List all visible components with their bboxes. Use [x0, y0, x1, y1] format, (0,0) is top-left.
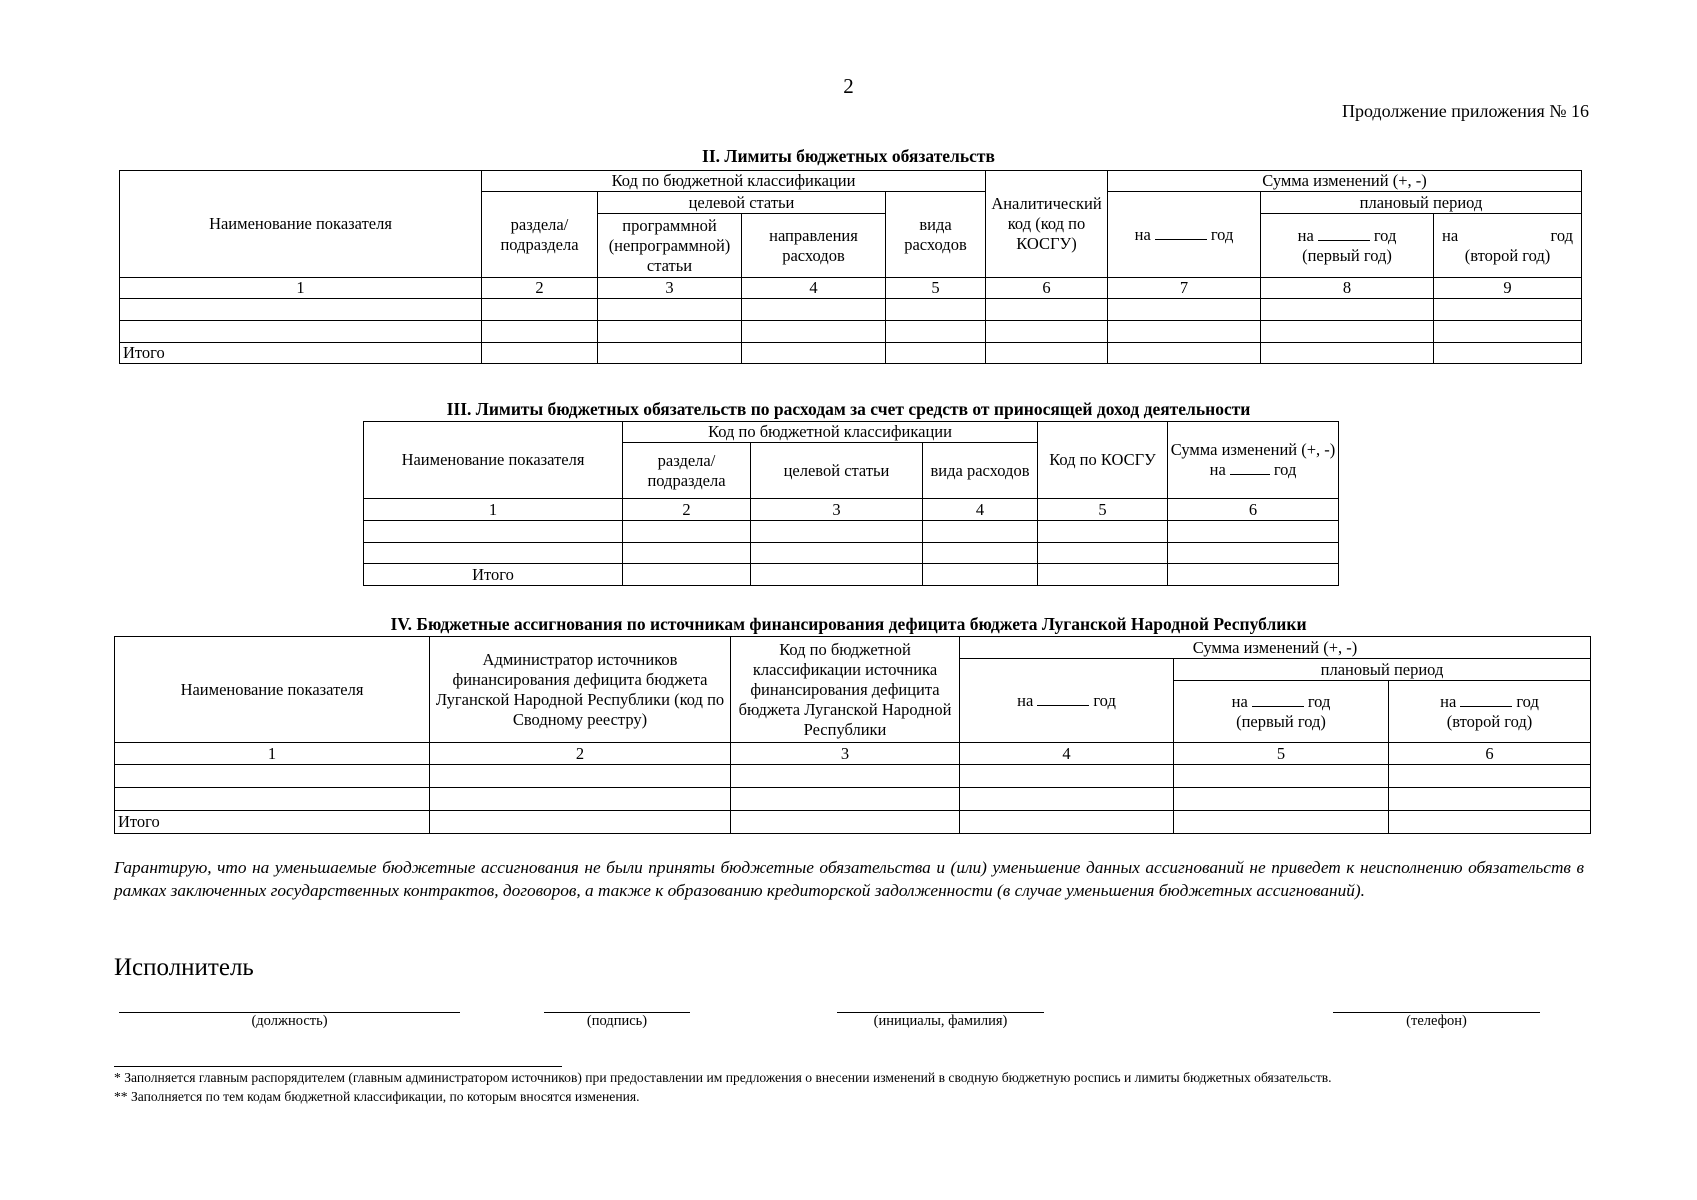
s4-col-number: 3	[731, 743, 960, 765]
table-cell[interactable]	[886, 321, 986, 343]
phone-caption: (телефон)	[1406, 1013, 1467, 1029]
s2-col-number: 8	[1261, 278, 1434, 299]
s4-col-number: 5	[1174, 743, 1389, 765]
s3-col-number: 6	[1168, 499, 1339, 521]
s4-col-number: 4	[960, 743, 1174, 765]
table-cell[interactable]	[1168, 543, 1339, 564]
s4-header-current-year: на год	[960, 659, 1174, 743]
s2-header-current-year: на год	[1108, 192, 1261, 278]
total-row	[120, 343, 1582, 364]
s2-col-number: 2	[482, 278, 598, 299]
table-cell[interactable]	[623, 564, 751, 586]
table-cell[interactable]	[1108, 343, 1261, 364]
total-label: Итого	[364, 564, 623, 586]
table-cell[interactable]	[1434, 343, 1582, 364]
table-cell[interactable]	[1174, 765, 1389, 788]
total-row	[115, 811, 1591, 834]
table-cell[interactable]	[1038, 543, 1168, 564]
table-cell[interactable]	[115, 788, 430, 811]
s2-header-plan: плановый период	[1261, 192, 1582, 214]
table-cell[interactable]	[482, 321, 598, 343]
s3-header-name: Наименование показателя	[364, 422, 623, 499]
s2-col-number: 4	[742, 278, 886, 299]
total-label: Итого	[120, 343, 482, 364]
table-cell[interactable]	[960, 765, 1174, 788]
s2-col-number: 1	[120, 278, 482, 299]
table-cell[interactable]	[1261, 343, 1434, 364]
table-cell[interactable]	[482, 343, 598, 364]
guarantee-statement: Гарантирую, что на уменьшаемые бюджетные ассигнования не были приняты бюджетные обязательства и (или) уменьшение данных ассигнований не приведет к неисполнению обязательств в рамках заключенных государственных контрактов, договоров, а также к образованию кредиторской задолженности (в случае уменьшения бюджетных ассигнований).	[114, 858, 1584, 900]
s3-header-section: раздела/ подраздела	[623, 443, 751, 499]
table-cell[interactable]	[986, 321, 1108, 343]
table-cell[interactable]	[430, 788, 731, 811]
s3-header-target: целевой статьи	[751, 443, 923, 499]
s3-header-sum: Сумма изменений (+, -) на год	[1168, 422, 1339, 499]
table-cell[interactable]	[1108, 299, 1261, 321]
s4-header-first-year: на год (первый год)	[1174, 681, 1389, 743]
s3-col-number: 3	[751, 499, 923, 521]
table-cell[interactable]	[120, 321, 482, 343]
table-cell[interactable]	[364, 543, 623, 564]
table-cell[interactable]	[623, 543, 751, 564]
s4-header-name: Наименование показателя	[115, 637, 430, 743]
section-4-table	[114, 636, 1591, 834]
s2-col-number: 3	[598, 278, 742, 299]
total-label: Итого	[115, 811, 430, 834]
table-cell[interactable]	[430, 811, 731, 834]
table-cell[interactable]	[923, 543, 1038, 564]
section-3-table	[363, 421, 1339, 586]
table-cell[interactable]	[986, 343, 1108, 364]
s4-header-admin: Администратор источников финансирования дефицита бюджета Луганской Народной Республики (код по Сводному реестру)	[430, 637, 731, 743]
table-row	[115, 765, 1591, 788]
section-3-title: III. Лимиты бюджетных обязательств по расходам за счет средств от приносящей доход деятельности	[446, 399, 1251, 419]
phone-field[interactable]	[1333, 1012, 1540, 1030]
table-cell[interactable]	[1038, 521, 1168, 543]
table-cell[interactable]	[751, 543, 923, 564]
signature-field[interactable]	[544, 1012, 690, 1030]
s4-col-number: 1	[115, 743, 430, 765]
table-row	[364, 521, 1339, 543]
table-cell[interactable]	[751, 564, 923, 586]
table-cell[interactable]	[960, 811, 1174, 834]
s2-header-sum: Сумма изменений (+, -)	[1108, 171, 1582, 192]
table-cell[interactable]	[1389, 811, 1591, 834]
s3-header-kosgu: Код по КОСГУ	[1038, 422, 1168, 499]
position-field[interactable]	[119, 1012, 460, 1030]
table-cell[interactable]	[482, 299, 598, 321]
table-cell[interactable]	[886, 299, 986, 321]
total-row	[364, 564, 1339, 586]
signature-caption: (подпись)	[586, 1013, 648, 1029]
table-cell[interactable]	[1038, 564, 1168, 586]
s3-header-code: Код по бюджетной классификации	[623, 422, 1038, 443]
table-row	[120, 321, 1582, 343]
table-cell[interactable]	[1261, 299, 1434, 321]
table-row	[364, 543, 1339, 564]
s2-col-number: 9	[1434, 278, 1582, 299]
table-cell[interactable]	[598, 343, 742, 364]
table-cell[interactable]	[430, 765, 731, 788]
s3-col-number: 2	[623, 499, 751, 521]
table-cell[interactable]	[1174, 811, 1389, 834]
table-cell[interactable]	[1389, 765, 1591, 788]
name-field[interactable]	[837, 1012, 1044, 1030]
table-cell[interactable]	[731, 811, 960, 834]
s4-header-plan: плановый период	[1174, 659, 1591, 681]
s3-col-number: 1	[364, 499, 623, 521]
s2-header-code: Код по бюджетной классификации	[482, 171, 986, 192]
table-row	[115, 788, 1591, 811]
table-row	[120, 299, 1582, 321]
table-cell[interactable]	[598, 321, 742, 343]
s3-col-number: 4	[923, 499, 1038, 521]
position-caption: (должность)	[251, 1013, 328, 1029]
s3-col-number: 5	[1038, 499, 1168, 521]
table-cell[interactable]	[923, 521, 1038, 543]
s2-header-second-year: на год (второй год)	[1434, 214, 1582, 278]
s2-col-number: 7	[1108, 278, 1261, 299]
table-cell[interactable]	[986, 299, 1108, 321]
s4-header-code: Код по бюджетной классификации источника финансирования дефицита бюджета Луганской Народной Республики	[731, 637, 960, 743]
table-cell[interactable]	[731, 765, 960, 788]
table-cell[interactable]	[1168, 564, 1339, 586]
table-cell[interactable]	[742, 343, 886, 364]
s2-col-number: 6	[986, 278, 1108, 299]
s2-header-name: Наименование показателя	[120, 171, 482, 278]
table-cell[interactable]	[742, 299, 886, 321]
table-cell[interactable]	[1389, 788, 1591, 811]
footnote-separator	[114, 1066, 562, 1067]
table-cell[interactable]	[1434, 299, 1582, 321]
s4-col-number: 2	[430, 743, 731, 765]
footnote-1: * Заполняется главным распорядителем (главным администратором источников) при предоставлении им предложения о внесении изменений в сводную бюджетную роспись и лимиты бюджетных обязательств.	[114, 1070, 1332, 1085]
s4-col-number: 6	[1389, 743, 1591, 765]
table-cell[interactable]	[731, 788, 960, 811]
table-cell[interactable]	[623, 521, 751, 543]
s2-header-analytic: Аналитический код (код по КОСГУ)	[986, 171, 1108, 278]
table-cell[interactable]	[1168, 521, 1339, 543]
table-cell[interactable]	[1174, 788, 1389, 811]
table-cell[interactable]	[742, 321, 886, 343]
executor-label: Исполнитель	[114, 954, 254, 981]
s2-col-number: 5	[886, 278, 986, 299]
table-cell[interactable]	[923, 564, 1038, 586]
section-2-title: II. Лимиты бюджетных обязательств	[702, 146, 995, 166]
s2-header-first-year: на год (первый год)	[1261, 214, 1434, 278]
s2-header-section: раздела/ подраздела	[482, 192, 598, 278]
table-cell[interactable]	[886, 343, 986, 364]
name-caption: (инициалы, фамилия)	[873, 1013, 1008, 1029]
table-cell[interactable]	[364, 521, 623, 543]
s4-header-sum: Сумма изменений (+, -)	[960, 637, 1591, 659]
s2-header-direction: направления расходов	[742, 214, 886, 278]
section-2-table	[119, 170, 1582, 364]
s2-header-kind: вида расходов	[886, 192, 986, 278]
table-cell[interactable]	[1434, 321, 1582, 343]
table-cell[interactable]	[120, 299, 482, 321]
continuation-label: Продолжение приложения № 16	[1341, 101, 1589, 121]
table-cell[interactable]	[1261, 321, 1434, 343]
table-cell[interactable]	[960, 788, 1174, 811]
s2-header-program: программной (непрограммной) статьи	[598, 214, 742, 278]
section-4-title: IV. Бюджетные ассигнования по источникам финансирования дефицита бюджета Луганской Народной Республики	[390, 614, 1307, 634]
table-cell[interactable]	[115, 765, 430, 788]
table-cell[interactable]	[751, 521, 923, 543]
page-number: 2	[843, 74, 854, 98]
table-cell[interactable]	[598, 299, 742, 321]
s2-header-target: целевой статьи	[598, 192, 886, 214]
s4-header-second-year: на год (второй год)	[1389, 681, 1591, 743]
table-cell[interactable]	[1108, 321, 1261, 343]
footnote-2: ** Заполняется по тем кодам бюджетной классификации, по которым вносятся изменения.	[114, 1089, 640, 1104]
s3-header-kind: вида расходов	[923, 443, 1038, 499]
